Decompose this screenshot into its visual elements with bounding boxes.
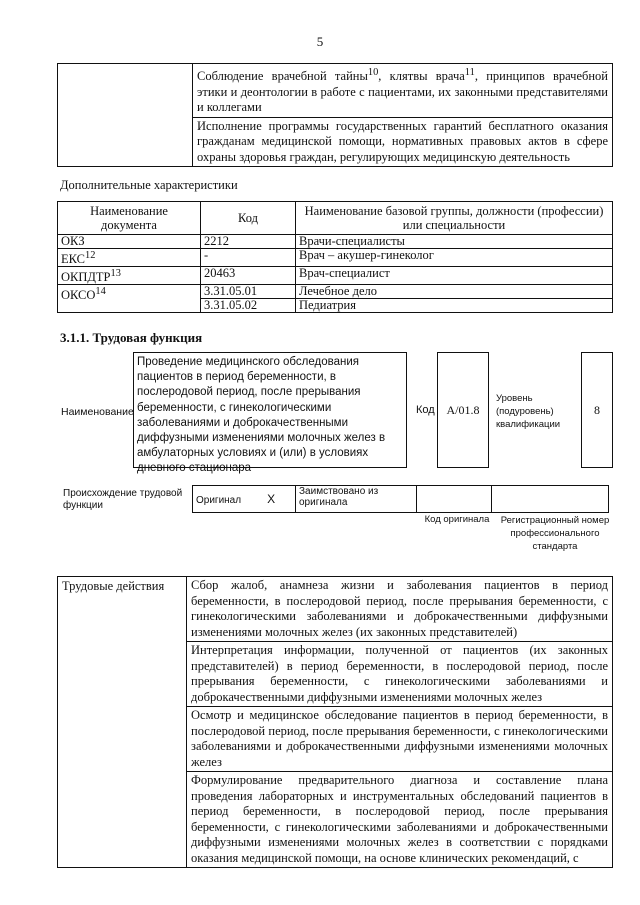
doc-cell (58, 267, 201, 285)
name-label: Наименование (61, 406, 134, 418)
footnote-ref: 13 (110, 268, 121, 280)
section-title: 3.1.1. Трудовая функция (60, 330, 203, 345)
doc-name: ОКЗ (61, 234, 85, 248)
origin-table (192, 485, 609, 513)
column-header: Наименование базовой группы, должности (профессии) или специальности (296, 202, 613, 235)
action-item: Осмотр и медицинское обследование пациентов в период беременности, в послеродовой период, после прерывания беременности, с гинекологическими заболеваниями и доброкачественными диффузными изменениями молочных желез (187, 707, 613, 772)
action-item: Формулирование предварительного диагноза и составление плана проведения лабораторных и инструментальных обследований пациентов в период беременности, в послеродовой период, после прерывания беременности, с гинекологическими заболеваниями и доброкачественными диффузными изменениями молочных желез в соответствии с порядками оказания медицинской помощи, на основе клинических рекомендаций, с (187, 772, 613, 868)
additional-table (57, 201, 613, 313)
table-row (58, 267, 613, 285)
table-row (58, 577, 613, 642)
code-label: Код (416, 404, 435, 416)
name-cell: Врачи-специалисты (296, 235, 613, 249)
empty-label-cell (58, 64, 193, 167)
footnote-ref: 11 (464, 67, 475, 78)
function-code-box: A/01.8 (437, 352, 489, 468)
doc-cell (58, 235, 201, 249)
program-cell: Исполнение программы государственных гарантий бесплатного оказания гражданам медицинской помощи, нормативных правовых актов в сфере охраны здоровья граждан, регулирующих медицинскую деятельность (193, 117, 613, 167)
original-code-cell (417, 486, 492, 513)
code-cell: - (201, 249, 296, 267)
reg-number-caption: Регистрационный номер профессионального стандарта (500, 515, 610, 552)
origin-label: Происхождение трудовой функции (63, 488, 183, 511)
actions-label: Трудовые действия (58, 577, 187, 868)
level-value-box: 8 (581, 352, 613, 468)
column-header: Код (201, 202, 296, 235)
name-cell: Врач-специалист (296, 267, 613, 285)
code-cell: 20463 (201, 267, 296, 285)
ethics-table (57, 63, 613, 167)
borrowed-cell: Заимствовано из оригинала (296, 486, 417, 513)
code-cell: 3.31.05.02 (201, 299, 296, 313)
doc-name: ОКСО (61, 288, 96, 303)
page-number: 5 (316, 34, 324, 49)
level-label: Уровень (подуровень) квалификации (496, 393, 561, 430)
reg-number-cell (492, 486, 609, 513)
name-cell: Врач – акушер-гинеколог (296, 249, 613, 267)
footnote-ref: 10 (367, 67, 379, 78)
doc-cell (58, 249, 201, 267)
code-cell: 3.31.05.01 (201, 285, 296, 299)
table-row (58, 235, 613, 249)
doc-name: ЕКС (61, 252, 85, 267)
name-cell: Педиатрия (296, 299, 613, 313)
action-item: Интерпретация информации, полученной от пациентов (их законных представителей) в период беременности, в послеродовой период, после прерывания беременности, с гинекологическими заболеваниями и доброкачественными диффузными изменениями молочных желез (187, 642, 613, 707)
name-cell: Лечебное дело (296, 285, 613, 299)
actions-table (57, 576, 613, 868)
table-row (193, 486, 609, 513)
footnote-ref: 12 (85, 250, 96, 261)
table-row (58, 64, 613, 118)
original-mark: X (267, 492, 276, 506)
doc-cell (58, 285, 201, 313)
ethics-text-part: Соблюдение врачебной тайны (197, 69, 368, 84)
ethics-text-part: , клятвы врача (378, 69, 465, 84)
footnote-ref: 14 (95, 286, 106, 298)
doc-name: ОКПДТР (61, 270, 111, 285)
original-label: Оригинал (196, 495, 242, 506)
table-row (58, 285, 613, 299)
ethics-text-part: , принципов врачебной этики и деонтологии в работе с пациентами, их законными представителями и коллегами (197, 69, 608, 115)
original-cell (193, 486, 296, 513)
code-original-caption: Код оригинала (424, 514, 490, 525)
table-row (58, 249, 613, 267)
table-header-row (58, 202, 613, 235)
column-header: Наименование документа (58, 202, 201, 235)
code-cell: 2212 (201, 235, 296, 249)
ethics-cell (193, 64, 613, 118)
additional-heading: Дополнительные характеристики (60, 178, 238, 192)
function-name-box: Проведение медицинского обследования пациентов в период беременности, в послеродовой период, после прерывания беременности, с гинекологическими заболеваниями и доброкачественными диффузными изменениями молочных желез в амбулаторных условиях и (или) в условиях дневного стационара (133, 352, 407, 468)
action-item: Сбор жалоб, анамнеза жизни и заболевания пациентов в период беременности, в послеродовой период, после прерывания беременности, с гинекологическими заболеваниями и доброкачественными диффузными изменениями молочных желез (их законных представителей) (187, 577, 613, 642)
